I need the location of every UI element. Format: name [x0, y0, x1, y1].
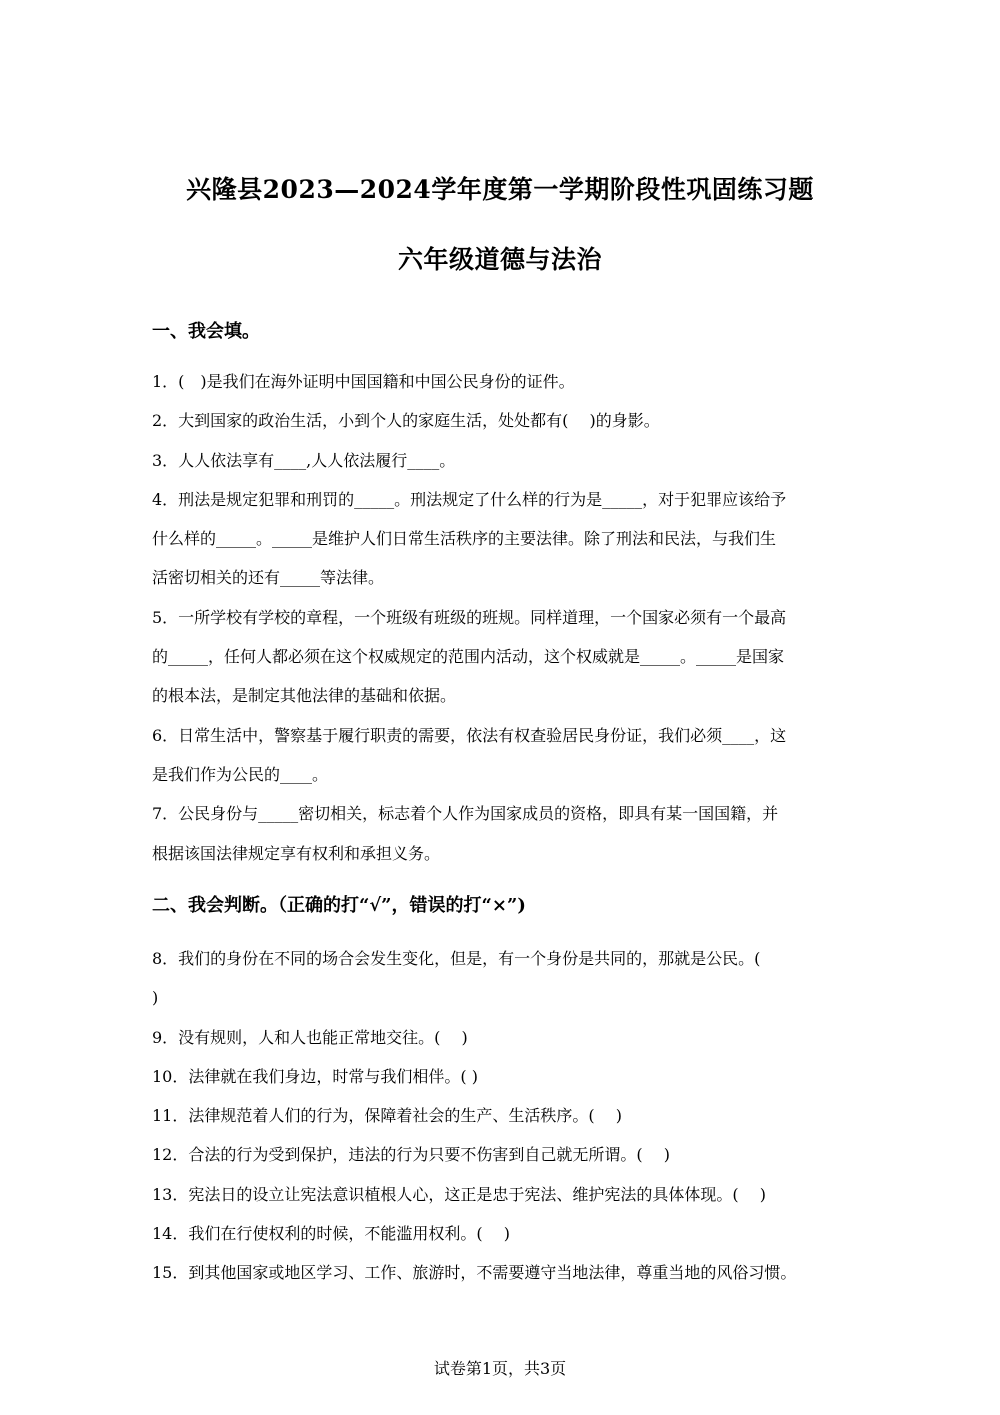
question-line: 15．到其他国家或地区学习、工作、旅游时，不需要遵守当地法律，尊重当地的风俗习惯。 [152, 1263, 797, 1283]
section-heading-judge: 二、我会判断。（正确的打“√”，错误的打“×”) [152, 895, 526, 916]
question-line: 5．一所学校有学校的章程，一个班级有班级的班规。同样道理，一个国家必须有一个最高 [152, 607, 787, 627]
question-line: 7．公民身份与_____密切相关，标志着个人作为国家成员的资格，即具有某一国国籍，并 [152, 804, 779, 824]
question-line: 6．日常生活中，警察基于履行职责的需要，依法有权查验居民身份证，我们必须____，这 [152, 725, 787, 745]
exam-title: 兴隆县2023—2024学年度第一学期阶段性巩固练习题 [186, 175, 814, 204]
question-line: 13．宪法日的设立让宪法意识植根人心，这正是忠于宪法、维护宪法的具体体现。( ) [152, 1184, 766, 1204]
question-line: 4．刑法是规定犯罪和刑罚的_____。刑法规定了什么样的行为是_____，对于犯罪应该给予 [152, 489, 787, 509]
question-line: 根据该国法律规定享有权利和承担义务。 [152, 843, 441, 863]
question-line: 什么样的_____。_____是维护人们日常生活秩序的主要法律。除了刑法和民法，与我们生 [152, 529, 777, 549]
section-heading-fill: 一、我会填。 [152, 321, 260, 342]
question-line: 12．合法的行为受到保护，违法的行为只要不伤害到自己就无所谓。( ) [152, 1145, 670, 1165]
question-line: 10．法律就在我们身边，时常与我们相伴。( ) [152, 1066, 478, 1086]
question-line: 2．大到国家的政治生活，小到个人的家庭生活，处处都有( )的身影。 [152, 411, 660, 431]
exam-subtitle: 六年级道德与法治 [397, 245, 602, 274]
question-line: 8．我们的身份在不同的场合会发生变化，但是，有一个身份是共同的，那就是公民。( [152, 949, 761, 968]
question-line: 3．人人依法享有____,人人依法履行____。 [152, 450, 456, 470]
question-line: 11．法律规范着人们的行为，保障着社会的生产、生活秩序。( ) [152, 1106, 622, 1126]
judge-questions [152, 946, 852, 1300]
question-line: ) [152, 988, 159, 1008]
question-line: 的根本法，是制定其他法律的基础和依据。 [152, 686, 457, 706]
question-line: 14．我们在行使权利的时候，不能滥用权利。( ) [152, 1224, 510, 1244]
question-line: 的_____，任何人都必须在这个权威规定的范围内活动，这个权威就是_____。_____是国家 [152, 647, 785, 667]
question-line: 是我们作为公民的____。 [152, 764, 329, 784]
question-line: 1．( )是我们在海外证明中国国籍和中国公民身份的证件。 [152, 372, 575, 391]
page-footer: 试卷第1页，共3页 [433, 1359, 567, 1378]
question-line: 活密切相关的还有_____等法律。 [152, 568, 385, 588]
fill-questions [152, 369, 852, 880]
question-line: 9．没有规则，人和人也能正常地交往。( ) [152, 1027, 468, 1047]
